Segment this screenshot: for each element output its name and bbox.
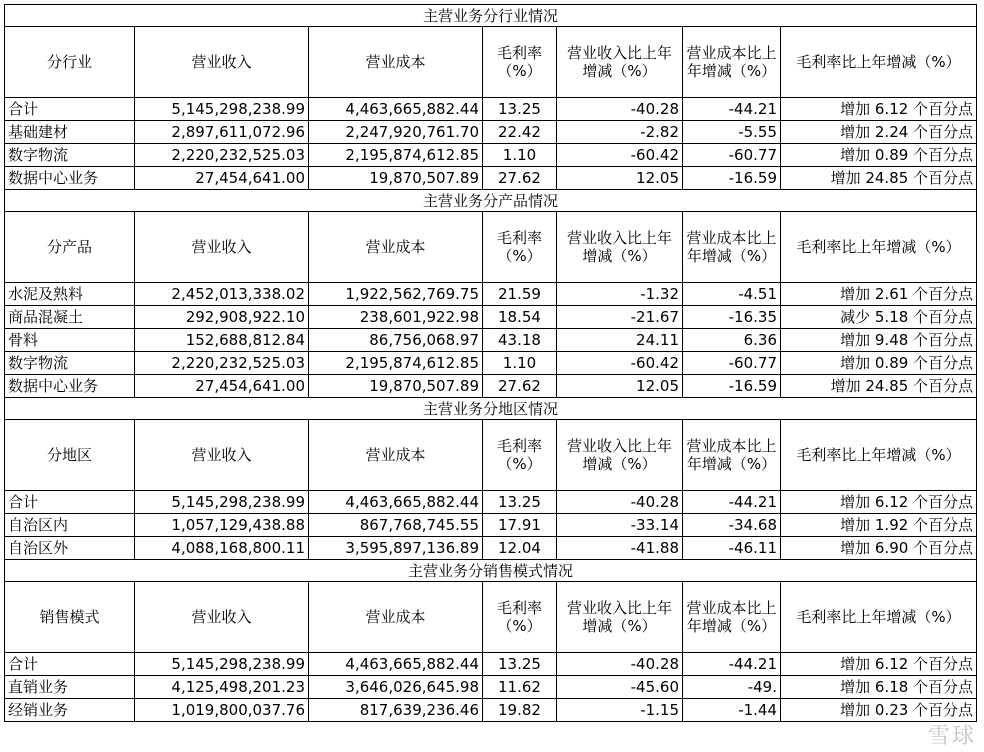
header-first-col: 销售模式 (5, 582, 135, 653)
column-header: 营业成本 (309, 212, 483, 283)
table-cell: -1.15 (557, 699, 683, 722)
table-cell: 13.25 (483, 653, 557, 676)
column-header: 营业成本比上年增减（%） (683, 27, 781, 98)
table-row (5, 653, 977, 676)
column-header: 营业成本比上年增减（%） (683, 582, 781, 653)
table-cell: 152,688,812.84 (135, 329, 309, 352)
table-cell: 12.04 (483, 537, 557, 560)
table-row (5, 98, 977, 121)
column-header: 营业收入比上年增减（%） (557, 582, 683, 653)
table-cell: 增加 2.61 个百分点 (781, 283, 977, 306)
table-cell: 商品混凝土 (5, 306, 135, 329)
table-cell: 增加 2.24 个百分点 (781, 121, 977, 144)
table-cell: 2,247,920,761.70 (309, 121, 483, 144)
column-header: 营业成本 (309, 420, 483, 491)
table-cell: 增加 24.85 个百分点 (781, 375, 977, 398)
column-header: 毛利率（%） (483, 582, 557, 653)
header-first-col: 分行业 (5, 27, 135, 98)
table-row (5, 676, 977, 699)
table-cell: 自治区外 (5, 537, 135, 560)
table-cell: 增加 1.92 个百分点 (781, 514, 977, 537)
table-cell: 增加 6.12 个百分点 (781, 491, 977, 514)
table-cell: -49. (683, 676, 781, 699)
table-cell: 4,088,168,800.11 (135, 537, 309, 560)
main-business-table (4, 4, 977, 722)
table-cell: -21.67 (557, 306, 683, 329)
table-cell: 增加 6.12 个百分点 (781, 98, 977, 121)
table-cell: 19,870,507.89 (309, 375, 483, 398)
table-row (5, 167, 977, 190)
table-cell: -40.28 (557, 491, 683, 514)
column-header: 营业收入 (135, 27, 309, 98)
section-title: 主营业务分地区情况 (5, 398, 977, 420)
section-title-row (5, 398, 977, 420)
table-cell: 骨料 (5, 329, 135, 352)
table-cell: 21.59 (483, 283, 557, 306)
table-cell: -44.21 (683, 98, 781, 121)
table-cell: -41.88 (557, 537, 683, 560)
table-cell: -4.51 (683, 283, 781, 306)
table-cell: 数字物流 (5, 352, 135, 375)
column-header: 营业成本 (309, 582, 483, 653)
table-cell: -46.11 (683, 537, 781, 560)
table-row (5, 491, 977, 514)
table-cell: 6.36 (683, 329, 781, 352)
column-header: 营业收入比上年增减（%） (557, 212, 683, 283)
table-row (5, 375, 977, 398)
table-cell: 2,897,611,072.96 (135, 121, 309, 144)
table-cell: 2,220,232,525.03 (135, 144, 309, 167)
column-header: 营业成本比上年增减（%） (683, 420, 781, 491)
table-cell: -60.42 (557, 144, 683, 167)
column-header: 毛利率比上年增减（%） (781, 582, 977, 653)
table-row (5, 144, 977, 167)
table-cell: -60.77 (683, 144, 781, 167)
header-row (5, 420, 977, 491)
table-cell: 1.10 (483, 352, 557, 375)
table-row (5, 306, 977, 329)
section-title-row (5, 560, 977, 582)
table-cell: 13.25 (483, 491, 557, 514)
table-cell: 27.62 (483, 375, 557, 398)
table-cell: 292,908,922.10 (135, 306, 309, 329)
table-cell: 11.62 (483, 676, 557, 699)
table-cell: 238,601,922.98 (309, 306, 483, 329)
table-cell: 合计 (5, 98, 135, 121)
table-cell: 经销业务 (5, 699, 135, 722)
table-cell: 13.25 (483, 98, 557, 121)
table-cell: 自治区内 (5, 514, 135, 537)
table-cell: 1,057,129,438.88 (135, 514, 309, 537)
table-cell: 817,639,236.46 (309, 699, 483, 722)
table-cell: -44.21 (683, 653, 781, 676)
table-cell: 1,019,800,037.76 (135, 699, 309, 722)
table-cell: 12.05 (557, 375, 683, 398)
table-cell: 增加 0.23 个百分点 (781, 699, 977, 722)
column-header: 营业收入 (135, 582, 309, 653)
table-cell: 19,870,507.89 (309, 167, 483, 190)
table-cell: -45.60 (557, 676, 683, 699)
table-cell: -16.59 (683, 375, 781, 398)
header-first-col: 分地区 (5, 420, 135, 491)
table-cell: -2.82 (557, 121, 683, 144)
table-cell: -16.59 (683, 167, 781, 190)
table-row (5, 352, 977, 375)
column-header: 毛利率（%） (483, 420, 557, 491)
table-cell: -40.28 (557, 98, 683, 121)
column-header: 毛利率（%） (483, 212, 557, 283)
table-cell: 合计 (5, 491, 135, 514)
table-cell: 增加 6.90 个百分点 (781, 537, 977, 560)
section-title: 主营业务分行业情况 (5, 5, 977, 27)
table-cell: 86,756,068.97 (309, 329, 483, 352)
table-cell: -1.32 (557, 283, 683, 306)
table-cell: -33.14 (557, 514, 683, 537)
column-header: 营业收入比上年增减（%） (557, 27, 683, 98)
table-cell: 3,646,026,645.98 (309, 676, 483, 699)
table-cell: 3,595,897,136.89 (309, 537, 483, 560)
table-cell: 增加 9.48 个百分点 (781, 329, 977, 352)
table-row (5, 537, 977, 560)
header-row (5, 582, 977, 653)
table-cell: 2,220,232,525.03 (135, 352, 309, 375)
table-cell: -60.42 (557, 352, 683, 375)
column-header: 营业收入 (135, 420, 309, 491)
table-cell: 直销业务 (5, 676, 135, 699)
table-row (5, 283, 977, 306)
section-title: 主营业务分销售模式情况 (5, 560, 977, 582)
column-header: 毛利率比上年增减（%） (781, 27, 977, 98)
table-row (5, 329, 977, 352)
table-cell: 43.18 (483, 329, 557, 352)
table-cell: -34.68 (683, 514, 781, 537)
section-title-row (5, 190, 977, 212)
table-cell: -1.44 (683, 699, 781, 722)
table-cell: -16.35 (683, 306, 781, 329)
header-first-col: 分产品 (5, 212, 135, 283)
table-cell: 27,454,641.00 (135, 375, 309, 398)
table-cell: 5,145,298,238.99 (135, 98, 309, 121)
table-cell: 增加 0.89 个百分点 (781, 144, 977, 167)
table-cell: 4,463,665,882.44 (309, 491, 483, 514)
table-cell: 27.62 (483, 167, 557, 190)
table-cell: 19.82 (483, 699, 557, 722)
table-cell: 数字物流 (5, 144, 135, 167)
table-cell: 2,195,874,612.85 (309, 352, 483, 375)
table-cell: 2,195,874,612.85 (309, 144, 483, 167)
column-header: 毛利率比上年增减（%） (781, 212, 977, 283)
table-cell: 5,145,298,238.99 (135, 653, 309, 676)
table-row (5, 514, 977, 537)
column-header: 毛利率（%） (483, 27, 557, 98)
table-cell: -60.77 (683, 352, 781, 375)
table-cell: 2,452,013,338.02 (135, 283, 309, 306)
table-cell: 水泥及熟料 (5, 283, 135, 306)
table-cell: 1,922,562,769.75 (309, 283, 483, 306)
column-header: 营业收入 (135, 212, 309, 283)
table-cell: 27,454,641.00 (135, 167, 309, 190)
watermark: 雪球 (927, 724, 976, 749)
column-header: 营业成本 (309, 27, 483, 98)
column-header: 毛利率比上年增减（%） (781, 420, 977, 491)
header-row (5, 212, 977, 283)
table-row (5, 121, 977, 144)
table-cell: 4,125,498,201.23 (135, 676, 309, 699)
table-cell: 22.42 (483, 121, 557, 144)
table-cell: 减少 5.18 个百分点 (781, 306, 977, 329)
table-cell: 4,463,665,882.44 (309, 98, 483, 121)
table-cell: -44.21 (683, 491, 781, 514)
table-cell: 数据中心业务 (5, 167, 135, 190)
table-cell: 1.10 (483, 144, 557, 167)
table-body (5, 5, 977, 722)
table-cell: 867,768,745.55 (309, 514, 483, 537)
column-header: 营业收入比上年增减（%） (557, 420, 683, 491)
table-cell: 合计 (5, 653, 135, 676)
table-cell: -40.28 (557, 653, 683, 676)
table-cell: 17.91 (483, 514, 557, 537)
table-cell: 基础建材 (5, 121, 135, 144)
table-cell: 5,145,298,238.99 (135, 491, 309, 514)
column-header: 营业成本比上年增减（%） (683, 212, 781, 283)
table-cell: -5.55 (683, 121, 781, 144)
header-row (5, 27, 977, 98)
table-cell: 增加 0.89 个百分点 (781, 352, 977, 375)
table-cell: 4,463,665,882.44 (309, 653, 483, 676)
table-cell: 增加 6.18 个百分点 (781, 676, 977, 699)
section-title-row (5, 5, 977, 27)
table-cell: 数据中心业务 (5, 375, 135, 398)
table-cell: 18.54 (483, 306, 557, 329)
table-cell: 24.11 (557, 329, 683, 352)
table-cell: 增加 6.12 个百分点 (781, 653, 977, 676)
table-row (5, 699, 977, 722)
section-title: 主营业务分产品情况 (5, 190, 977, 212)
table-cell: 增加 24.85 个百分点 (781, 167, 977, 190)
table-cell: 12.05 (557, 167, 683, 190)
